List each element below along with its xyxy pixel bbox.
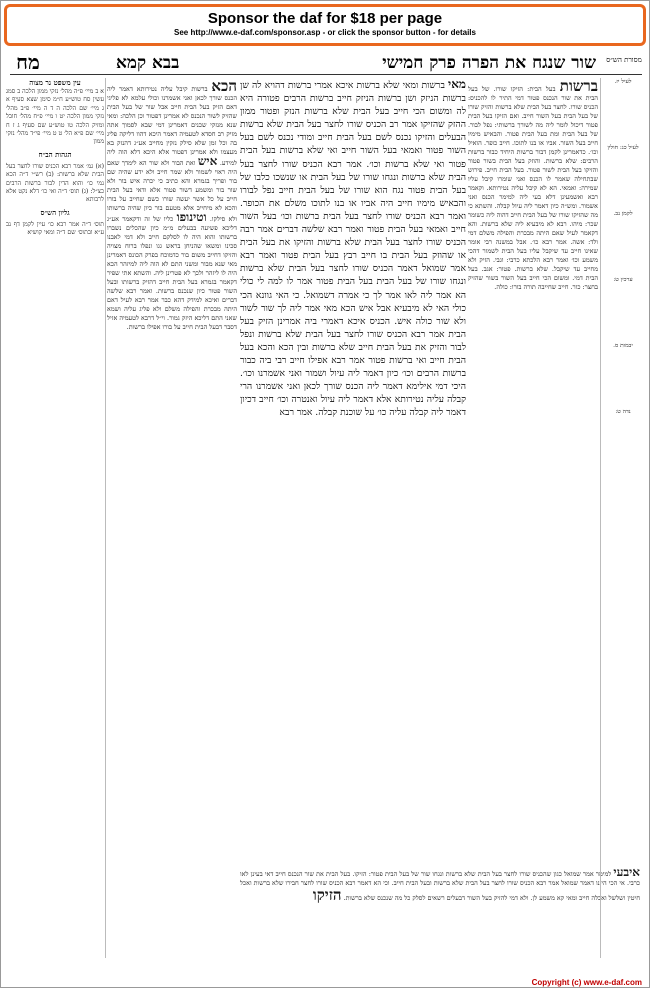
page-header	[116, 52, 596, 74]
gilyon-text: תוס׳ ד״ה אמר רבא כו׳ עיין לקמן דף נב ע״א ובתוס׳ שם ד״ה ומאי קושיא	[6, 220, 104, 237]
tosafos-column	[107, 78, 237, 968]
ein-mishpat-column	[6, 78, 104, 938]
hagahos-text: (א) גמ׳ אמר רבא הכניס שורו לחצר בעל הבית שלא ברשות: (ב) רש״י ד״ה הכא נמי כו׳ והוא הדין לבור ברשות הרבים כצ״ל: (ג) תוס׳ ד״ה ואי כו׳ דלא נקט אלא לרבותא	[6, 162, 104, 204]
gemara-lead-word: מאי	[448, 78, 466, 91]
rashi-text: בעל הבית: הזיקו שורו. של בעל הבית את שור הנכנס פטור דמי התיר לו להכניס: הכניס שורו. לחצר בעל הבית שלא ברשות והזיק שורו של בעל הבית בעל השור חייב. ואם הזיקו בעל הבית פטור דיכול לומר ליה מה לשורך ברשותי: נפל לבור. של בעל הבית ומת בעל הבית פטור. והבאיש מימיו חייב בעל השור. אביו או בנו לתוכו. חייב כופר. הואיל וכו׳. כדאמרינן לקמן דבור ברשות היחיד כבור ברשות הרבים: שלא ברשות. והוזק בעל הבית בשור פטור והזיקו בעל הבית לשור פטור. בעל הבית חייב. פירוש שבתחילה שאמר לו הכנס ואני שומרו קיבל עליו שמירה: ואמאי. הא לא קיבל עליה נטירותא. וקאמר רבא ואשמעינן דלא בעי ליה למימר הכנס ואני אשמור. ומש״ה כיון דאמר ליה עיול קבלה. והשתא כי מה שהזיקו שורו של בעל הבית חייב דהוה ליה כשומר שכר: מיהו. רבא לא מיבעיא ליה שלא ברשות. והא דקאמר לעיל שאם היתה מבכרת והפילה משלם דמי ולד: אשה. אמר רבא כו׳. אבל במשנה רבי אומר שאינו חייב עד שיקבל עליו בעל הבית לשמור דהכי משמע וכו׳ ואמר רבא הלכתא כרבי: וגבי. הזיק ולא מחייב עד שיקבל. שלא ברשות. פטור: אגב. בעל הבית דמי. ומשום הכי חייב בעל השור בשור שהזיק בחצר: כור. חייב שחייבה תורה בורו: כולה.	[468, 85, 598, 291]
ein-mishpat-text: א ב מיי׳ פ״ה מהל׳ נזקי ממון הלכה ב סמג עשין סח טוש״ע ח״מ סימן שצא סעיף א ג מיי׳ שם הלכה ה ד ה מיי׳ פ״ב מהל׳ נזקי ממון הלכה יט ו מיי׳ פ״ח מהל׳ חובל ומזיק הלכה טו טוש״ע שם סעיף ג ז ח מיי׳ שם פ״א הל׳ ט ט מיי׳ פי״ד מהל׳ נזקי ממון	[6, 88, 104, 146]
gemara-text: ברשות ומאי שלא ברשות איכא אמרי ברשות דהויא לה שן ברשות הניזק ושן ברשות הניזק חייב ברשות הרבים פטורה היא לה ומשום הכי חייב בעל הבית שלא ברשות הנזק ופטור ממון ההזק שהזיקו אמר רב הכניס שורו לחצר בעל הבית שלא ברשות הבעלים והזיקו נכנס לשם בעל הבית חייב ומודי נכנס לשם בעל השור פטור ואמאי בעל השור חייב ואי שלא ברשות בעל הבית פטור ואי שלא ברשות וכו׳. אמר רבא הכניס שורו לחצר בעל הבית שלא ברשות ונגחו שורו של בעל הבית או שנשכו כלבו של בעל הבית פטור נגח הוא שורו של בעל הבית חייב נפל לבורו והבאיש מימיו חייב היה אביו או בנו לתוכו משלם את הכופר. ואמר רבא הכניס שורו לחצר בעל הבית ברשות וכו׳ בעל השור חייב ואמאי בעל הבית פטור ואמר רבא שלשה דברים אמר רבה הכניס שורו לחצר בעל הבית שלא ברשות והזיקו את בעל הבית או שהוזק בעל הבית בו חייב רבץ בעל הבית פטור ואמר רבא אמר שמואל דאמר הכניס שורו לחצר בעל הבית שלא ברשות ונגחו שורו של בעל הבית בעל הבית פטור אמר לו למה לי כולי הא אמר ליה לאו אמר לך כי אמרה דשמואל. כי האי גוונא הכי כולי האי לא מיבעיא אבל איש הכא מאי אמר ליה לך שור לשור ולא שור כולה איש. הכניס איכא דאמרי ביה אמרינן הזיק בעל הבית אמר רבא הכניס שורו לחצר בעל הבית שלא ברשות ונפל לבור והזיק את בעל הבית חייב שלא ברשות ובין הכא והכא בעל הבית חייב ואי ברשות פטור אמר רבא אפילו חייב רבי ביה כבור ברשות הרבים וכו׳ כיון דאמר ליה עיול ושמור ואני אשמרנו וכו׳. היכי דמי אילימא דאמר ליה הכנס שורך לכאן ואני אשמרנו הרי קבלה עליה נטירותא אלא דאמר ליה עיול ואנטרה וכו׳ חייב דכיון דאמר ליה קבלה עליה כו׳ על שוכנת קבלה. אמר רבא	[240, 80, 466, 419]
chapter-title: שור שנגח את הפרה פרק חמישי	[382, 53, 596, 73]
rashi-column	[468, 78, 598, 868]
sponsor-banner-inner[interactable]	[7, 7, 643, 43]
masores-note: ערכין ט:	[613, 277, 633, 283]
sponsor-title[interactable]: Sponsor the daf for $18 per page	[207, 10, 443, 27]
bottom-commentary	[240, 868, 640, 968]
tosafos-text: ברשות קיבל עליה נטירותא דאמר ליה הכנס שורך לכאן ואני אשמרנו וכולי עלמא לא פליגי דאם הזיק בעל הבית חייב אבל שור של בעל הבית שהזיק לשור הנכנס לא אמרינן דפטור וכן הלכה: ומאי שנא מנזקי שכנים דאמרינן דמי שבא לסמוך אתה מזיק רב חסדא לטעמיה דאמר היכא דהוו דליקה פליג בה וכל זמן שלא סילק נזקין מחייב אע״ג דהנזק בא מעצמו ולא אמרינן דפטור אלא היכא דלא הוה ליה למידע.	[107, 85, 237, 167]
masores-hashas-column	[602, 78, 644, 938]
page-number: מח	[16, 50, 40, 74]
bottom-text: למימר אמר שמואל כגון שהכניס שורו לחצר בעל הבית שלא ברשות ונגחו שור של בעל הבית פטור: הזיקו. בעל הבית את שור הנכנס חייב דאי בעינן לאו כרבי. אי הכי היינו דאמר שמואל אמר רבא הכניס שורו לחצר בעל הבית שלא ברשות ובעל הבית חייב. וכי הא דאמר רבא הכניס שורו לחצר חבירו שלא ברשות ואכל חיטין ושלשל ואכלה חייב ומאי קא משמע לן. ולא דמי להזיק בעל השור דבעלים רשאים לסלק כל מה שנכנס שלא ברשות.	[240, 870, 640, 903]
tosafos-lead-word-2: איש	[197, 154, 218, 168]
masores-note: לעיל כג: חולין	[607, 145, 639, 151]
column-divider	[600, 78, 601, 958]
ein-mishpat-label: עין משפט נר מצוה	[29, 78, 81, 87]
bottom-big-word: הזיקו	[312, 886, 342, 905]
tosafos-lead-word: הכא	[211, 78, 237, 95]
rashi-lead-word: ברשות	[559, 78, 598, 95]
masores-note: לעיל יז.	[614, 79, 632, 85]
masores-note: יבמות ס.	[613, 343, 633, 349]
column-divider	[105, 78, 106, 958]
tosafos-text-3: כליו של זה ודקאמר אע״ג דליכא פשיעה בבעלים מ״מ כיון שהכלים נשברו ברשותו והוא היה לו לסלקם חייב ולא דמי לאבנו סכינו ומשאו שהניחן בראש גגו ונפלו ברוח מצויה והזיקו דחייב משום בור כדמוכח בפרק הכונס דאמרינן מאי שנא מבור ומשני התם לא הוה ליה למיזהר הכא היה לו ליזהר ולכך לא פטרינן ליה. והשתא אתי שפיר דקאמר בגמרא בעל הבית חייב דהזיק ברשותו ובעל השור פטור כיון שנכנס ברשות. ואמר רבא שלשה דברים ואיכא למידק דהא כבר אמר רבא לעיל דאם היתה מבכרת והפילה משלם ולא פליג עליה ושמא שאני התם דליכא היזק גמור. וי״ל דרבא לטעמיה אזיל דסבר דבעל הבית חייב על בורו אפילו ברשות.	[107, 215, 237, 331]
masores-note: לקמן נב.	[613, 211, 633, 217]
header-divider	[10, 74, 642, 75]
bottom-lead-word: איבעי	[613, 868, 640, 879]
hagahos-title: הגהות הב״ח	[38, 149, 72, 159]
masores-hashas-label: מסורת הש״ס	[606, 56, 642, 64]
gilyon-title: גליון הש״ס	[40, 207, 70, 217]
tosafos-lead-word-3: וטינופו	[176, 210, 207, 224]
copyright-link[interactable]: Copyright (c) www.e-daf.com	[531, 978, 642, 987]
gemara-column	[240, 78, 466, 868]
sponsor-banner[interactable]	[4, 4, 646, 46]
sponsor-subtitle[interactable]: See http://www.e-daf.com/sponsor.asp - or click the sponsor button - for details	[174, 28, 476, 37]
tosafos-text-2: ואת הבור ולא שור הא לימדך שאם היה ראוי לשמור ולא שמר חייב ולא ידע שהיה שם בור ופריך בגמרא והא כתיב כי יכרה איש בור ולא שור בור ומשמע דשור פטור אלא ודאי בעל הבית חייב על כל אשר יעשה שורו כשם שחייב על בורו והכא לא מיחייב אלא מטעם בור כיון שהיה ברשותו ולא סילקו.	[107, 159, 237, 223]
masores-note: נדה ט:	[615, 409, 631, 415]
talmud-page	[6, 50, 646, 972]
tractate-name: בבא קמא	[116, 53, 180, 73]
